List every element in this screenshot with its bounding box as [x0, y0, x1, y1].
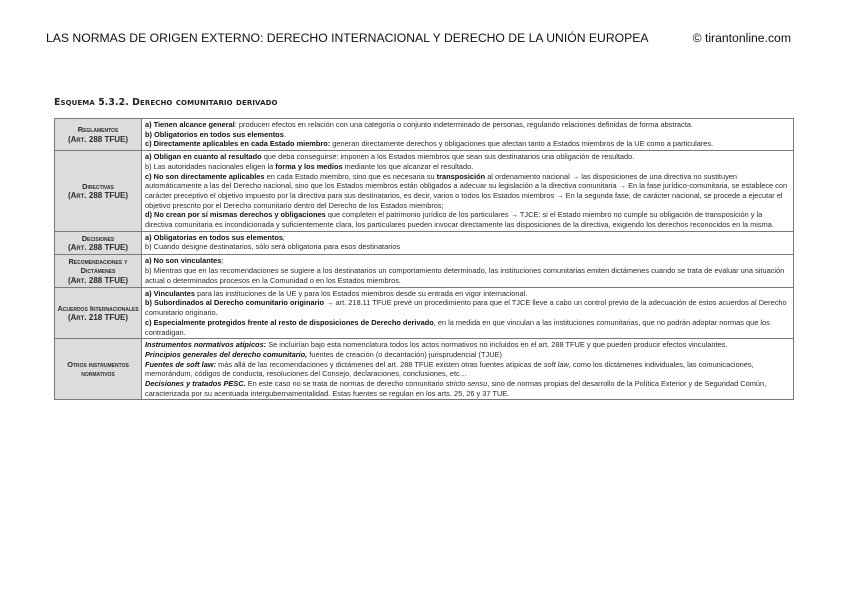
item-soft-law: Fuentes de soft law: más allá de las recomendaciones y dictámenes del art. 288 TFUE existen otras fuentes atípicas de soft law, como los dictámenes individuales, las comunicaciones, memorándum, códigos de conducta, resoluciones del Consejo, declaraciones, conclusiones, etc…: [145, 359, 754, 379]
label-recomendaciones: [55, 255, 142, 288]
label-acuerdos: [55, 287, 142, 339]
label-article: (Art. 218 TFUE): [67, 313, 128, 322]
item-a: a) Tienen alcance general: producen efectos en relación con una categoría o conjunto indeterminado de personas, regulando relaciones definidas de forma abstracta.: [145, 120, 693, 129]
item-b: b) Las autoridades nacionales eligen la forma y los medios mediante los que alcanzar el resultado.: [145, 161, 474, 171]
label-directivas: [55, 151, 142, 232]
item-a: a) Obligatorias en todos sus elementos;: [145, 232, 286, 242]
row-reglamentos: [55, 119, 794, 151]
content-reglamentos: [142, 119, 794, 151]
label-article: (Art. 288 TFUE): [67, 134, 128, 144]
item-b: b) Subordinados al Derecho comunitario originario → art. 218.11 TFUE prevé un procedimiento para que el TJCE lleve a cabo un control previo de la adecuación de estos acuerdos al Derecho comunitario originario.: [145, 298, 787, 318]
item-principios: Principios generales del derecho comunitario, fuentes de creación (o decantación) jurisprudencial (TJUE): [145, 349, 502, 359]
label-text: Directivas: [82, 181, 114, 191]
label-text: Recomendaciones y Dictámenes: [68, 257, 128, 276]
label-article: (Art. 288 TFUE): [67, 190, 128, 200]
item-b: b) Cuando designe destinatarios, sólo será obligatoria para esos destinatarios: [145, 242, 401, 252]
row-otros: [55, 339, 794, 400]
item-a: a) Obligan en cuanto al resultado que deba conseguirse: imponen a los Estados miembros que sean sus destinatarios una obligación de resultado.: [145, 152, 635, 162]
label-article: (Art. 288 TFUE): [67, 242, 128, 252]
item-c: c) No son directamente aplicables en cada Estado miembro, sino que es necesaria su transposición al ordenamiento nacional → las disposiciones de una directiva no sustituyen automáticamente a las del Derecho nacional, sino que los Estados miembros están obligados a adecuar su legislación a la directiva comunitaria → En la fase jurídico-comunitaria, se establece con carácter preceptivo el objetivo impuesto por la directiva para sus destinatarios, es decir, varios o todos los Estados miembros → En la segunda fase, de carácter nacional, se procede a ejecutar el objetivo prescrito por el Derecho comunitario dentro del Derecho de los Estados miembros;: [145, 171, 788, 210]
content-directivas: [142, 151, 794, 232]
row-recomendaciones: [55, 255, 794, 288]
item-c: c) Especialmente protegidos frente al resto de disposiciones de Derecho derivado, en la medida en que vinculan a las instituciones comunitarias, que no podrán adoptar normas que los contradigan.: [145, 317, 770, 337]
row-directivas: [55, 151, 794, 232]
item-c: c) Directamente aplicables en cada Estado miembro: generan directamente derechos y obligaciones que afectan tanto a Estados miembros de la UE como a particulares.: [145, 139, 714, 149]
item-b: b) Obligatorios en todos sus elementos.: [145, 129, 286, 139]
book-title: LAS NORMAS DE ORIGEN EXTERNO: DERECHO INTERNACIONAL Y DERECHO DE LA UNIÓN EUROPEA: [46, 31, 649, 45]
content-acuerdos: [142, 287, 794, 339]
label-reglamentos: [55, 119, 142, 151]
label-text: Reglamentos: [77, 125, 119, 135]
page-header: [46, 31, 791, 45]
publisher-credit: © tirantonline.com: [692, 31, 791, 45]
item-b: b) Mientras que en las recomendaciones se sugiere a los destinatarios un comportamiento determinado, las instituciones comunitarias emiten dictámenes cuando se trata de evaluar una situación actual o determinados procesos en la Comunidad o en los Estados miembros.: [145, 265, 785, 285]
item-d: d) No crean por sí mismas derechos y obligaciones que completen el patrimonio jurídico de los particulares → TJCE: si el Estado miembro no cumple su obligación de transposición y la directiva comunitaria es incondicionada y suficientemente clara, los particulares pueden invocar directamente las disposiciones de la directiva, exigiendo los derechos reconocidos en la misma.: [145, 210, 774, 230]
item-a: a) No son vinculantes;: [145, 256, 224, 266]
row-acuerdos: [55, 287, 794, 339]
content-otros: [142, 339, 794, 400]
item-pesc: Decisiones y tratados PESC. En este caso no se trata de normas de derecho comunitario stricto sensu, sino de normas propias del desarrollo de la Política Exterior y de Seguridad Común, caracterizada por su acentuada intergubernamentalidad. Estas fuentes se regulan en los arts. 25, 26 y 37 TUE.: [145, 379, 767, 398]
label-article: (Art. 288 TFUE): [67, 275, 128, 285]
scheme-title: Esquema 5.3.2. Derecho comunitario derivado: [54, 97, 278, 108]
row-decisiones: [55, 231, 794, 254]
scheme-table: [54, 118, 794, 400]
item-a: a) Vinculantes para las instituciones de la UE y para los Estados miembros desde su entrada en vigor internacional.: [145, 288, 528, 298]
content-decisiones: [142, 231, 794, 254]
item-atipicos: Instrumentos normativos atípicos: Se incluirían bajo esta nomenclatura todos los actos normativos no incluidos en el art. 288 TFUE y que pueden producir efectos vinculantes.: [145, 340, 728, 350]
label-text: Acuerdos Internacionales: [57, 303, 139, 313]
label-text: Decisiones: [81, 233, 115, 243]
label-decisiones: [55, 231, 142, 254]
label-text: Otros instrumentos normativos: [67, 360, 129, 379]
content-recomendaciones: [142, 255, 794, 288]
label-otros: [55, 339, 142, 400]
